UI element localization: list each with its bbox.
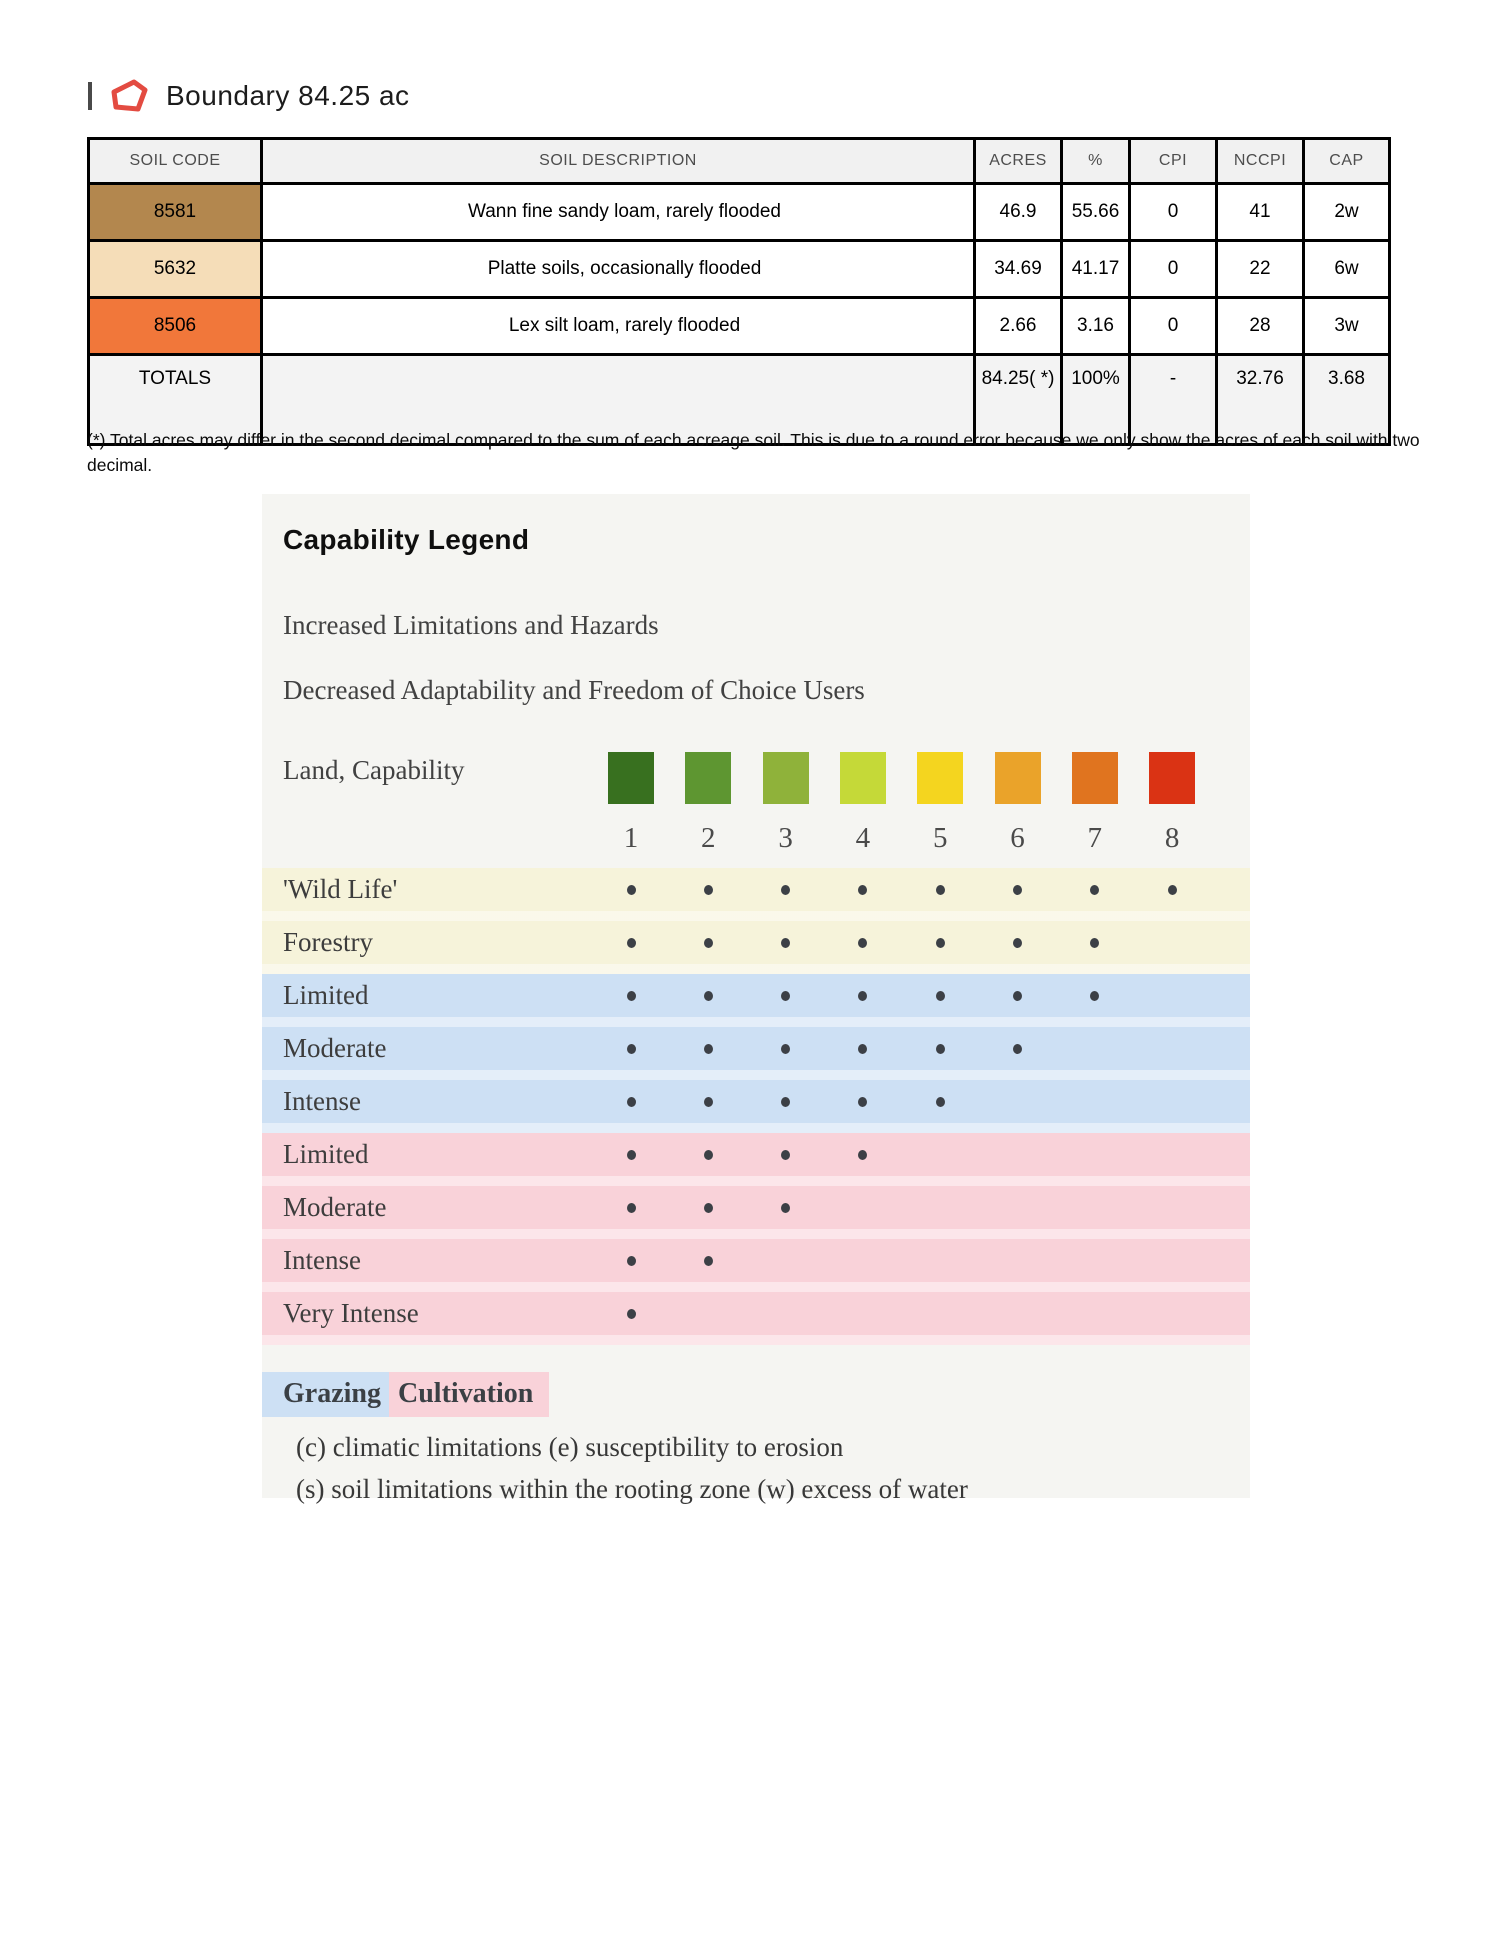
capability-row (262, 1292, 1250, 1345)
boundary-polygon-icon (106, 78, 150, 114)
capability-dot (936, 991, 945, 1001)
cpi-cell: 0 (1130, 241, 1217, 298)
column-header: CAP (1304, 139, 1390, 184)
capability-dot (781, 885, 790, 895)
capability-dot (704, 885, 713, 895)
soil-description-cell: Lex silt loam, rarely flooded (262, 298, 975, 355)
capability-row-label: 'Wild Life' (283, 874, 398, 904)
capability-dot (1013, 1044, 1022, 1054)
capability-dot (1090, 991, 1099, 1001)
capability-dot (627, 1044, 636, 1054)
capability-row-label: Very Intense (283, 1298, 419, 1328)
capability-class-number: 5 (932, 822, 948, 854)
capability-dot (704, 1256, 713, 1266)
capability-row-label: Limited (283, 1139, 369, 1169)
capability-dot (1013, 885, 1022, 895)
page-title: Boundary 84.25 ac (166, 80, 410, 111)
capability-dot (1090, 938, 1099, 948)
percent-cell: 55.66 (1062, 184, 1130, 241)
capability-dot (704, 1044, 713, 1054)
capability-row (262, 1133, 1250, 1186)
capability-dot (627, 938, 636, 948)
capability-dot (704, 1150, 713, 1160)
capability-dot (936, 885, 945, 895)
totals-acres-cell: 84.25( *) (975, 355, 1062, 445)
table-row (89, 184, 1390, 241)
capability-class-swatch (608, 752, 654, 804)
capability-row-label: Moderate (283, 1033, 387, 1063)
cultivation-key-label: Cultivation (389, 1372, 549, 1417)
capability-dot (936, 938, 945, 948)
column-header: SOIL CODE (89, 139, 262, 184)
capability-dot (858, 1097, 867, 1107)
capability-dot (936, 1097, 945, 1107)
capability-dot (781, 938, 790, 948)
legend-key (262, 1372, 549, 1417)
capability-class-number: 8 (1164, 822, 1180, 854)
capability-dot (704, 938, 713, 948)
column-header: CPI (1130, 139, 1217, 184)
capability-dot (627, 1150, 636, 1160)
capability-dot (781, 991, 790, 1001)
capability-class-number: 3 (778, 822, 793, 854)
cap-cell: 3w (1304, 298, 1390, 355)
soil-description-cell: Platte soils, occasionally flooded (262, 241, 975, 298)
capability-dot (858, 938, 867, 948)
capability-dot (704, 1203, 713, 1213)
capability-row-label: Forestry (283, 927, 373, 957)
soil-code-cell: 5632 (89, 241, 262, 298)
acres-cell: 2.66 (975, 298, 1062, 355)
capability-class-swatch (840, 752, 886, 804)
capability-dot (627, 991, 636, 1001)
capability-row (262, 1080, 1250, 1133)
capability-row-label: Intense (283, 1086, 361, 1116)
capability-dot (781, 1150, 790, 1160)
capability-class-swatch (995, 752, 1041, 804)
capability-class-swatch (917, 752, 963, 804)
legend-title: Capability Legend (283, 524, 530, 555)
capability-dot (627, 1097, 636, 1107)
capability-row (262, 868, 1250, 921)
totals-label-cell: TOTALS (89, 355, 262, 445)
acres-cell: 34.69 (975, 241, 1062, 298)
capability-dot (627, 1256, 636, 1266)
cap-cell: 2w (1304, 184, 1390, 241)
percent-cell: 41.17 (1062, 241, 1130, 298)
soil-code-cell: 8506 (89, 298, 262, 355)
soil-code-cell: 8581 (89, 184, 262, 241)
totals-percent-cell: 100% (1062, 355, 1130, 445)
nccpi-cell: 28 (1217, 298, 1304, 355)
legend-note-climatic: (c) climatic limitations (e) susceptibility to erosion (296, 1432, 844, 1462)
cap-cell: 6w (1304, 241, 1390, 298)
capability-dot (1013, 991, 1022, 1001)
capability-row (262, 1186, 1250, 1239)
nccpi-cell: 41 (1217, 184, 1304, 241)
capability-row (262, 974, 1250, 1027)
capability-dot (858, 885, 867, 895)
capability-dot (627, 1203, 636, 1213)
capability-dot (1013, 938, 1022, 948)
percent-cell: 3.16 (1062, 298, 1130, 355)
capability-legend-panel (262, 494, 1250, 1504)
totals-cpi-cell: - (1130, 355, 1217, 445)
capability-class-swatch (1149, 752, 1195, 804)
column-header: SOIL DESCRIPTION (262, 139, 975, 184)
capability-dot (627, 1309, 636, 1319)
legend-decreased-line: Decreased Adaptability and Freedom of Choice Users (283, 675, 865, 705)
report-header (88, 78, 410, 114)
nccpi-cell: 22 (1217, 241, 1304, 298)
capability-dot (858, 991, 867, 1001)
capability-dot (936, 1044, 945, 1054)
table-footnote: (*) Total acres may differ in the second decimal compared to the sum of each acreage soil. This is due to a round error because we only show the acres of each soil with two decimal. (87, 430, 1420, 476)
capability-dot (781, 1044, 790, 1054)
capability-row (262, 921, 1250, 974)
column-header: ACRES (975, 139, 1062, 184)
divider-bar (88, 82, 92, 110)
column-header: NCCPI (1217, 139, 1304, 184)
cpi-cell: 0 (1130, 298, 1217, 355)
capability-dot (704, 1097, 713, 1107)
legend-scale-label: Land, Capability (283, 755, 465, 785)
soil-table (87, 137, 1391, 446)
capability-dot (627, 885, 636, 895)
column-header: % (1062, 139, 1130, 184)
totals-nccpi-cell: 32.76 (1217, 355, 1304, 445)
acres-cell: 46.9 (975, 184, 1062, 241)
cpi-cell: 0 (1130, 184, 1217, 241)
capability-dot (858, 1150, 867, 1160)
capability-row (262, 1027, 1250, 1080)
table-row (89, 241, 1390, 298)
legend-note-soil: (s) soil limitations within the rooting zone (w) excess of water (296, 1474, 968, 1504)
totals-cap-cell: 3.68 (1304, 355, 1390, 445)
capability-row-label: Moderate (283, 1192, 387, 1222)
soil-table-header-row (89, 139, 1390, 184)
capability-row-label: Limited (283, 980, 369, 1010)
capability-row (262, 1239, 1250, 1292)
capability-dot (858, 1044, 867, 1054)
soil-description-cell: Wann fine sandy loam, rarely flooded (262, 184, 975, 241)
grazing-key-label: Grazing (262, 1372, 389, 1417)
legend-increased-line: Increased Limitations and Hazards (283, 610, 659, 640)
capability-class-swatch (1072, 752, 1118, 804)
capability-class-number: 4 (855, 822, 871, 854)
capability-class-number: 6 (1010, 822, 1025, 854)
capability-dot (781, 1097, 790, 1107)
capability-dot (704, 991, 713, 1001)
capability-class-swatch (763, 752, 809, 804)
capability-dot (1090, 885, 1099, 895)
capability-class-number: 7 (1087, 822, 1103, 854)
capability-row-label: Intense (283, 1245, 361, 1275)
table-row (89, 298, 1390, 355)
capability-class-number: 2 (701, 822, 716, 854)
capability-dot (1168, 885, 1177, 895)
capability-class-swatch (685, 752, 731, 804)
capability-class-number: 1 (623, 822, 639, 854)
capability-dot (781, 1203, 790, 1213)
